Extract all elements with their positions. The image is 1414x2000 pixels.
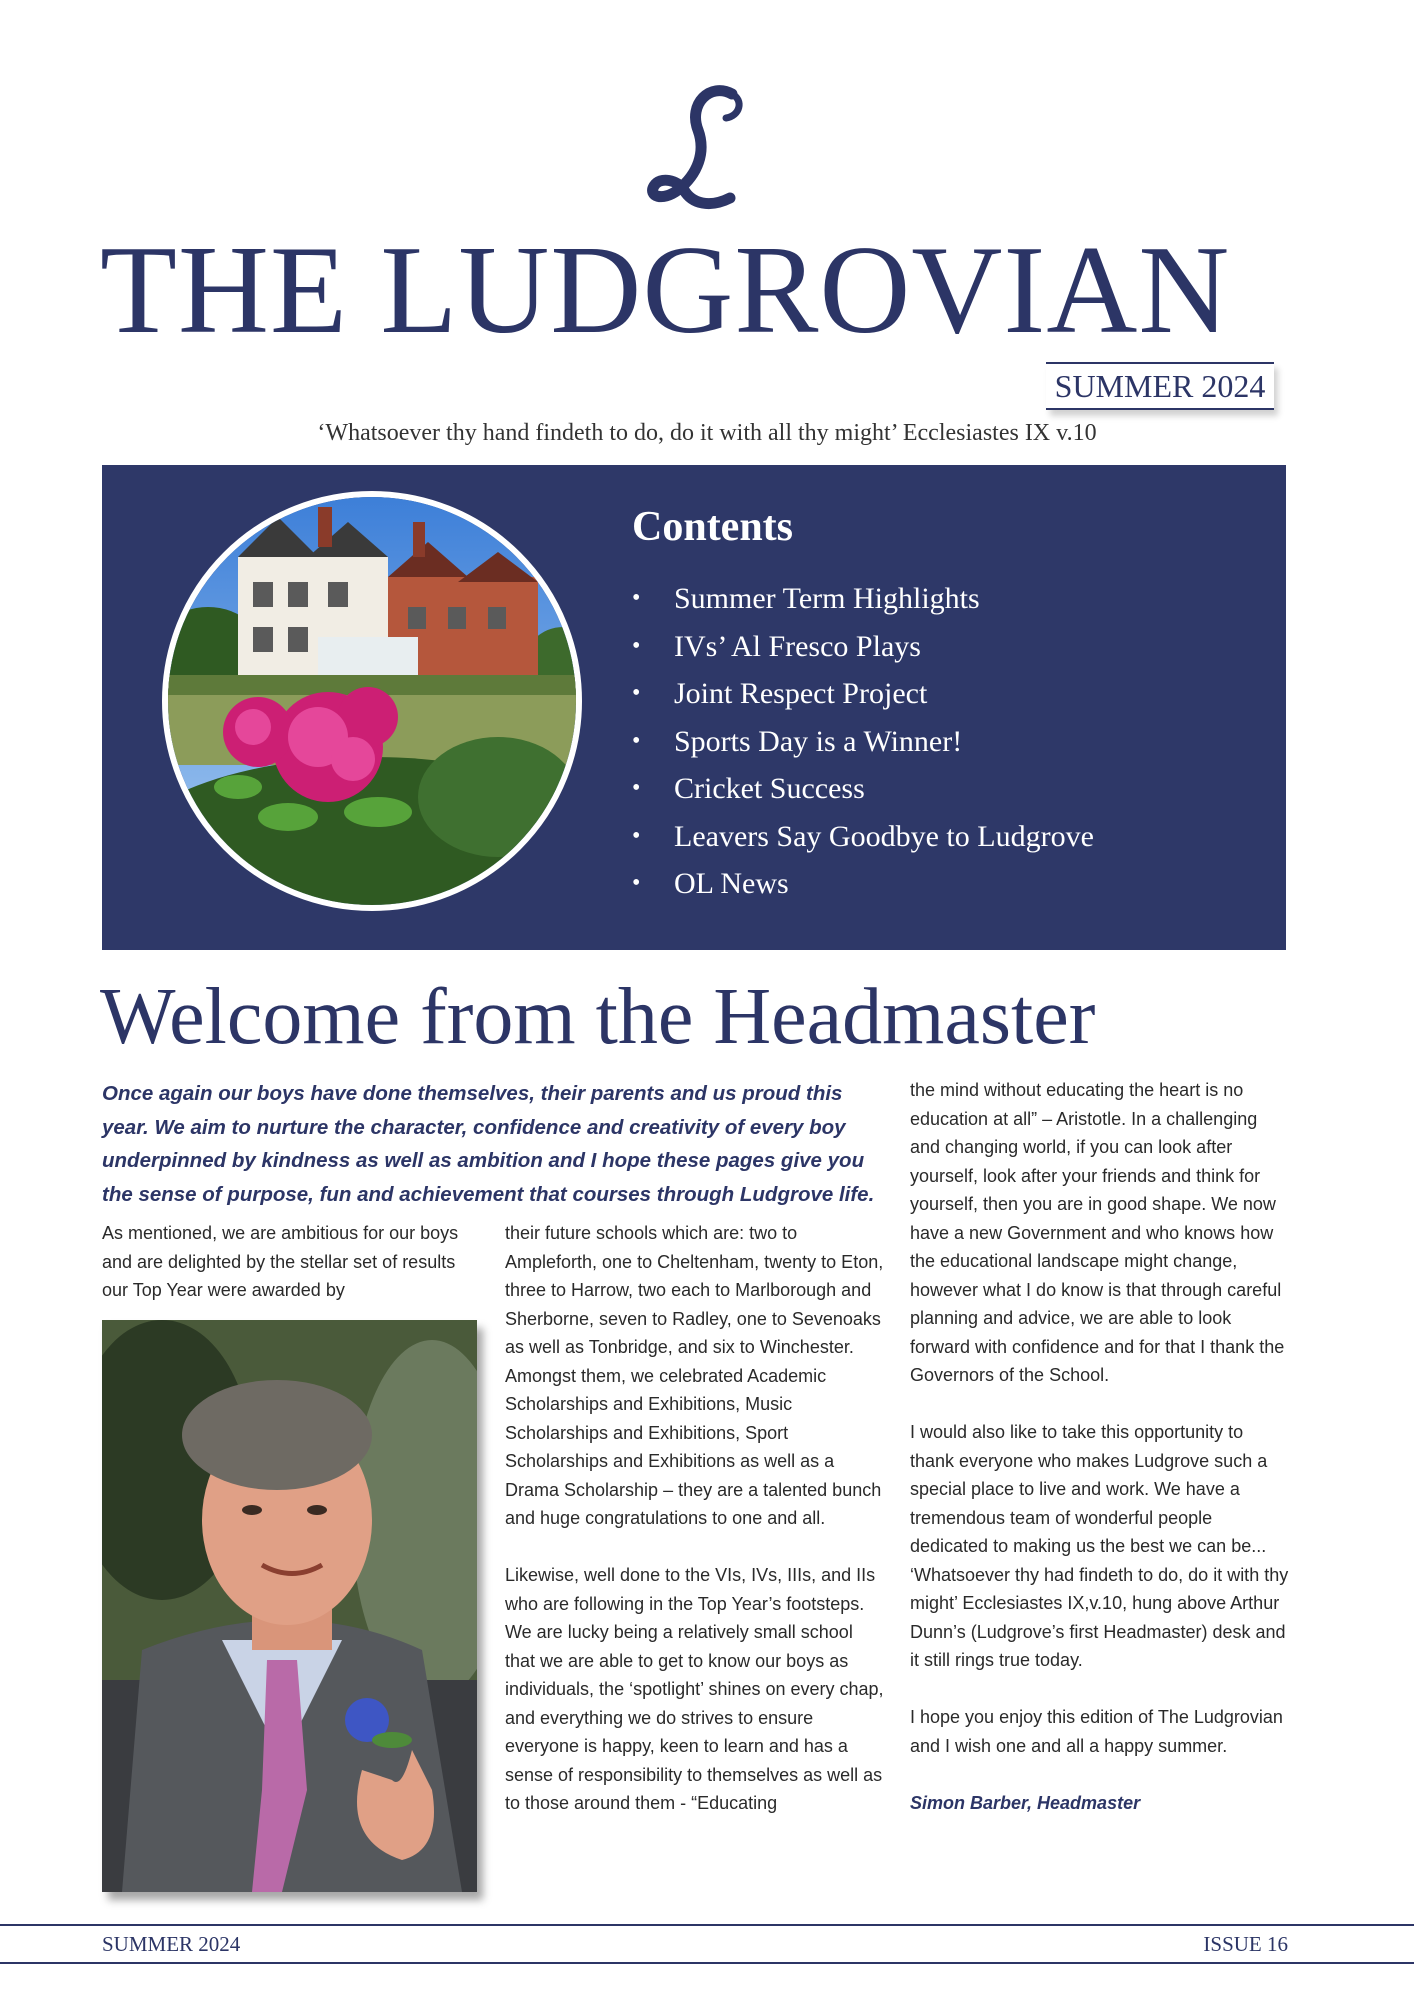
bullet-icon: • [632,632,641,659]
school-motto: ‘Whatsoever thy hand findeth to do, do it with all thy might’ Ecclesiastes IX v.10 [317,420,1097,446]
ludgrove-l-logo [640,82,770,217]
contents-item [632,623,1094,671]
bullet-icon: • [632,585,641,611]
contents-item [632,813,1094,861]
contents-item [632,575,1094,623]
article-column-2 [505,1219,885,1846]
article-column-3 [910,1076,1292,1846]
article-intro: Once again our boys have done themselves, their parents and us proud this year. We aim to nurture the character, confidence and creativity of every boy underpinned by kindness as well as ambition and I hope these pages give you the sense of purpose, fun and achievement that courses through Ludgrove life. [102,1082,875,1206]
contents-item-label: Summer Term Highlights [674,582,980,615]
footer-rule-bottom [0,1962,1414,1964]
bullet-icon: • [632,680,641,706]
contents-item-label: OL News [674,867,789,900]
bullet-icon: • [632,775,641,801]
paragraph: As mentioned, we are ambitious for our boys and are delighted by the stellar set of results our Top Year were awarded by [102,1223,459,1300]
paragraph: their future schools which are: two to Ampleforth, one to Cheltenham, twenty to Eton, three to Harrow, two each to Marlborough and Sherborne, seven to Radley, one to Sevenoaks as well as Tonbridge, and six to Winchester. Amongst them, we celebrated Academic Scholarships and Exhibitions, Music Scholarships and Exhibitions, Sport Scholarships and Exhibitions as well as a Drama Scholarship – they are a talented bunch and huge congratulations to one and all. [505,1223,884,1528]
contents-item [632,765,1094,813]
footer-issue: ISSUE 16 [1203,1932,1288,1956]
paragraph: the mind without educating the heart is no education at all” – Aristotle. In a challenging and changing world, if you can look after yourself, look after your friends and think for yourself, then you are in good shape. We now have a new Government and who knows how the educational landscape might change, however what I do know is that through careful planning and advice, we are able to look forward with confidence and for that I thank the Governors of the School. [910,1080,1285,1385]
issue-season: SUMMER 2024 [1046,362,1274,410]
contents-list [632,575,1094,908]
contents-item-label: IVs’ Al Fresco Plays [674,629,921,663]
signature: Simon Barber, Headmaster [910,1792,1141,1813]
masthead-title: THE LUDGROVIAN [100,221,1231,360]
footer-season: SUMMER 2024 [102,1932,241,1956]
school-building-photo [162,491,582,911]
contents-item [632,860,1094,908]
article-column-1 [102,1219,472,1333]
contents-item-label: Leavers Say Goodbye to Ludgrove [674,819,1094,853]
contents-item-label: Joint Respect Project [674,677,928,710]
article-heading: Welcome from the Headmaster [100,973,1096,1061]
contents-panel [102,465,1286,950]
headmaster-photo [102,1320,477,1892]
paragraph: Likewise, well done to the VIs, IVs, IIIs, and IIs who are following in the Top Year’s footsteps. We are lucky being a relatively small school that we are able to get to know our boys as individuals, the ‘spotlight’ shines on every chap, and everything we do strives to ensure everyone is happy, keen to learn and has a sense of responsibility to themselves as well as to those around them - “Educating [505,1565,884,1813]
footer-rule-top [0,1924,1414,1926]
contents-item [632,670,1094,718]
contents-item [632,718,1094,766]
contents-heading: Contents [632,504,794,550]
paragraph: I would also like to take this opportunity to thank everyone who makes Ludgrove such a special place to live and work. We have a tremendous team of wonderful people dedicated to making us the best we can be... ‘Whatsoever thy had findeth to do, do it with thy might’ Ecclesiastes IX,v.10, hung above Arthur Dunn’s (Ludgrove’s first Headmaster) desk and it still rings true today. [910,1422,1289,1670]
bullet-icon: • [632,870,641,896]
paragraph: I hope you enjoy this edition of The Ludgrovian and I wish one and all a happy summer. [910,1707,1283,1756]
bullet-icon: • [632,727,641,754]
contents-item-label: Cricket Success [674,772,865,805]
bullet-icon: • [632,822,641,849]
contents-item-label: Sports Day is a Winner! [674,724,963,758]
